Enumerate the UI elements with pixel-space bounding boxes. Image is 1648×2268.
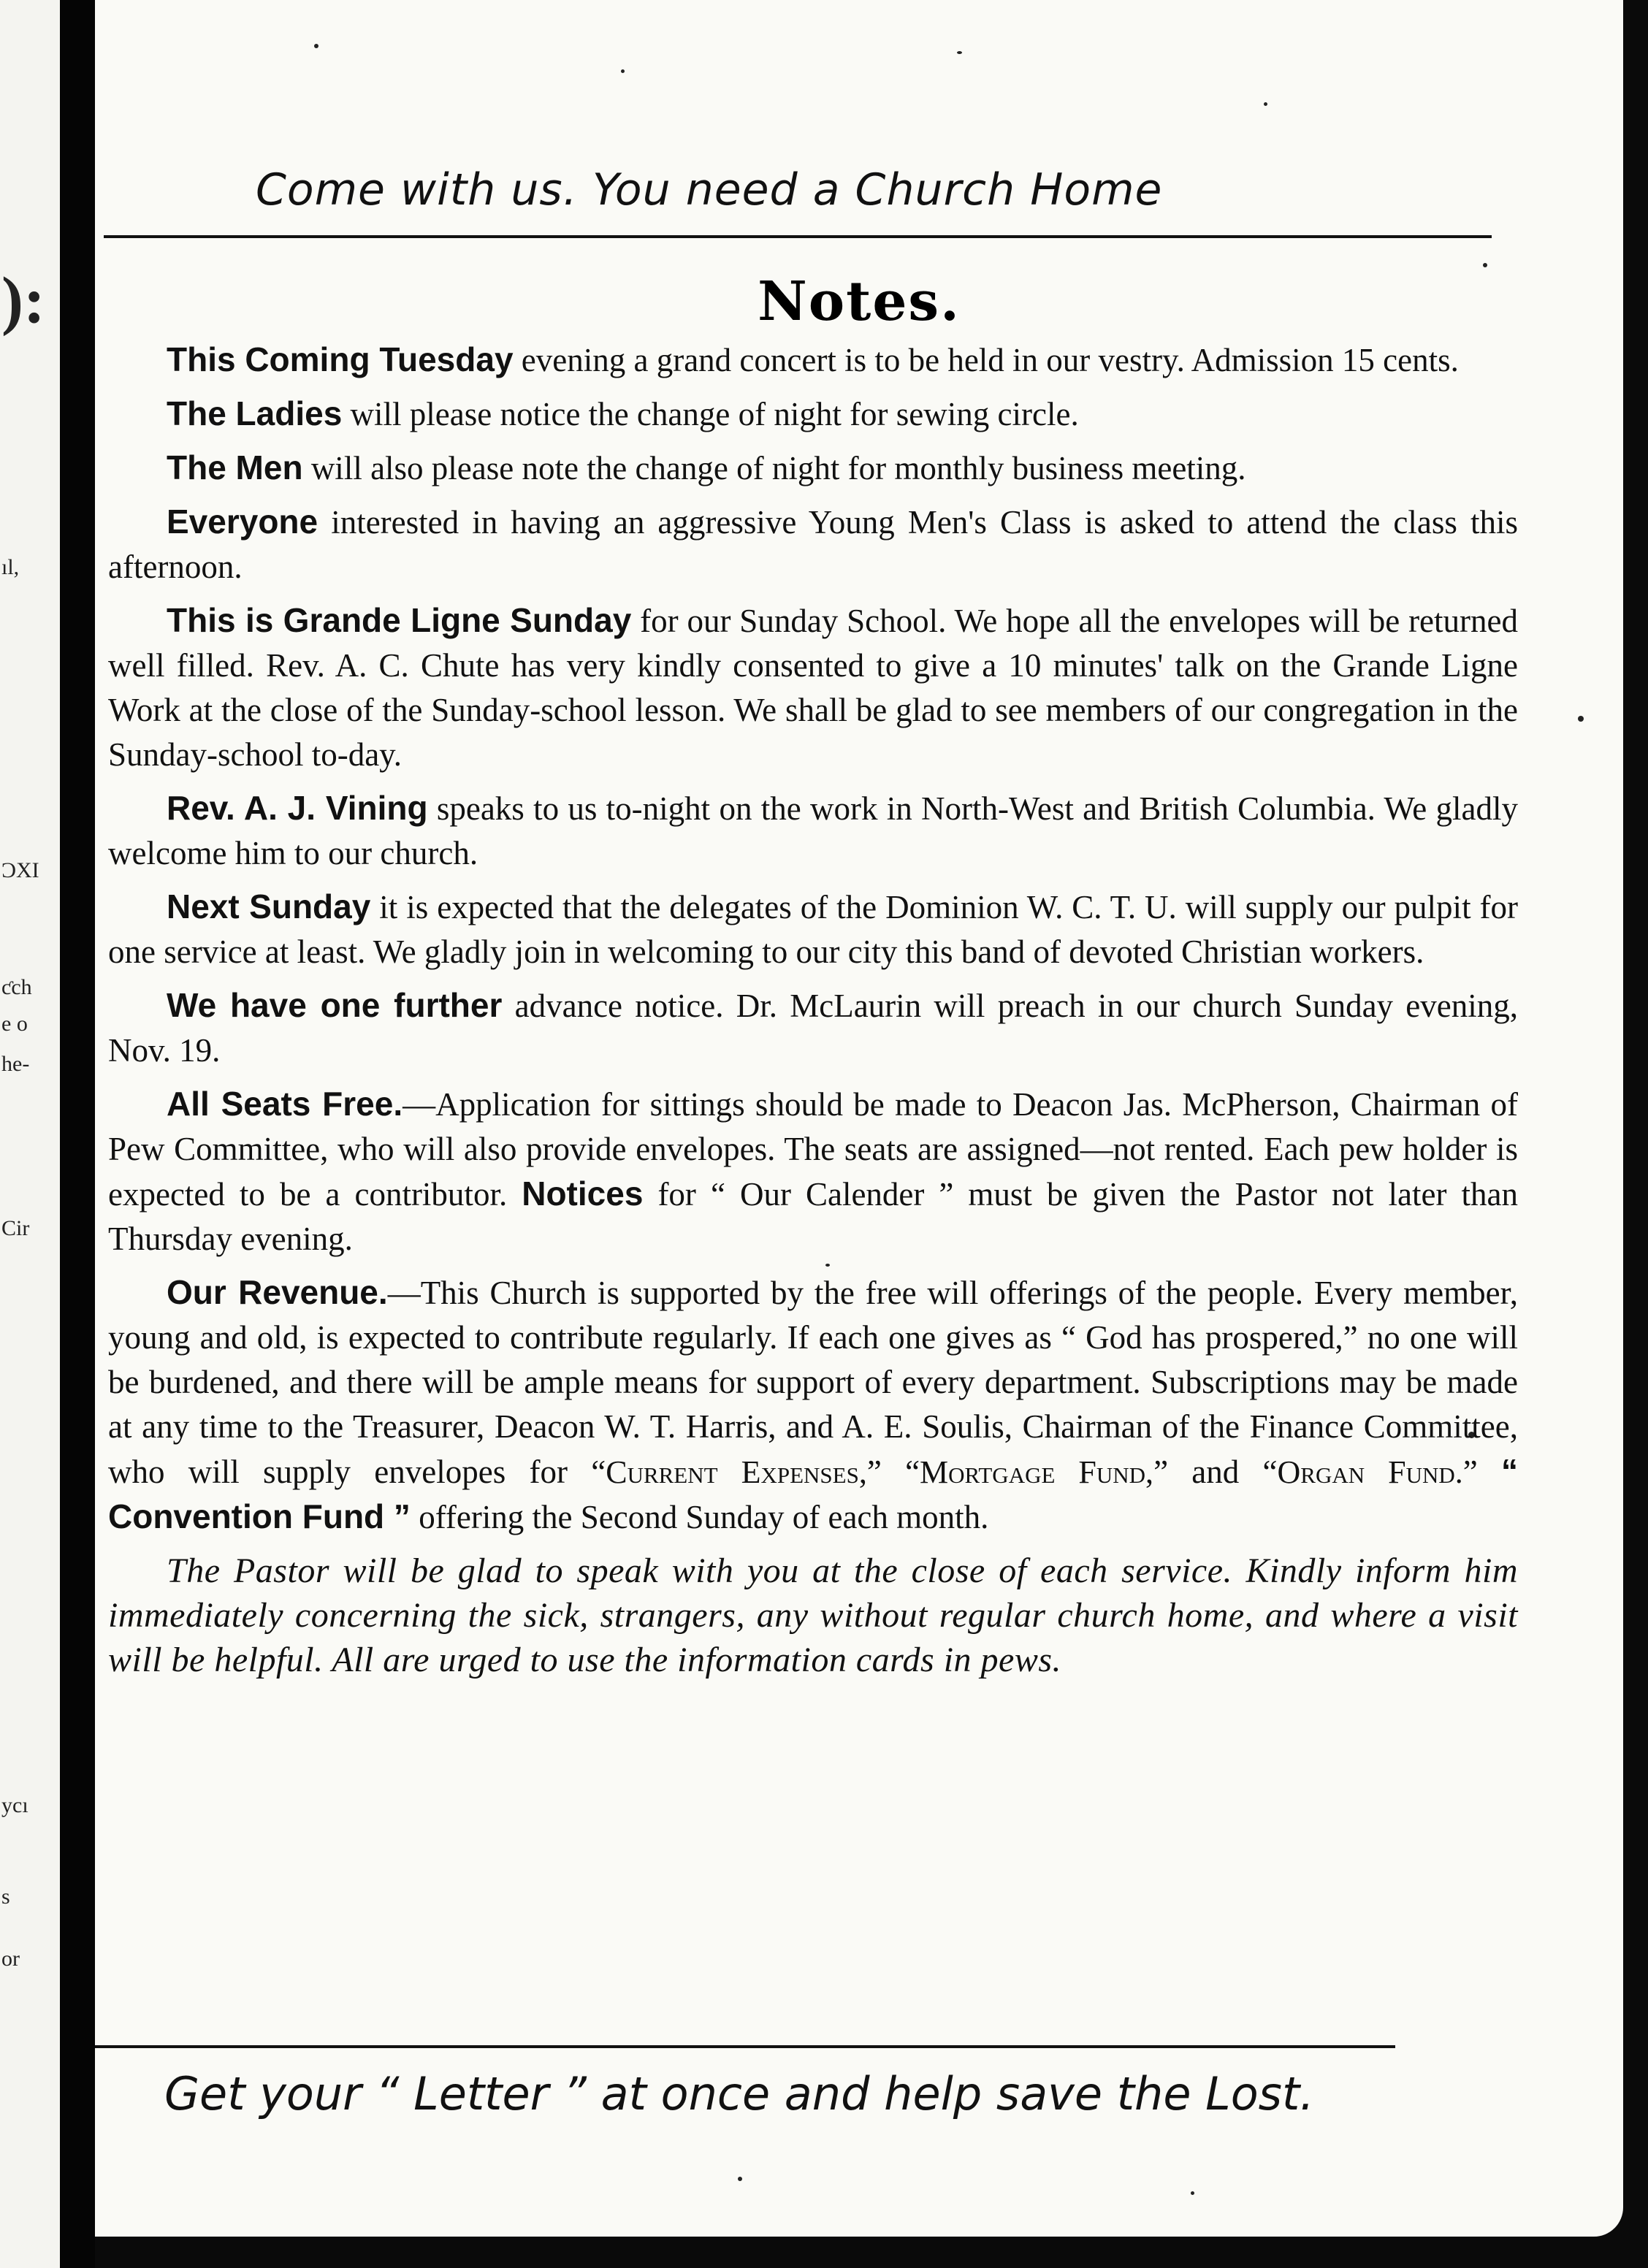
pastor-note: The Pastor will be glad to speak with you at the close of each service. Kindly inform him immediately concerning the sick, strangers, any without regular church home, and where a visit will be helpful. All are urged to use the information cards in pews.	[108, 1551, 1518, 1679]
left-fragment: s	[1, 1885, 10, 1909]
footer-rule	[95, 2045, 1395, 2048]
adjacent-page-strip	[0, 0, 60, 2268]
note-lead: All Seats Free.	[167, 1085, 403, 1123]
note-paragraph: We have one further advance notice. Dr. McLaurin will preach in our church Sunday evening, Nov. 19.	[108, 986, 1518, 1069]
scan-speck	[738, 2177, 742, 2181]
note-paragraph: Our Revenue.—This Church is supported by the free will offerings of the people. Every member, young and old, is expected to contribute regularly. If each one gives as “ God has prospered,” no one will be burdened, and there will be ample means for support of every department. Subscriptions may be made at any time to the Treasurer, Deacon W. T. Harris, and A. E. Soulis, Chairman of the Finance Committee, who will supply envelopes for “Current Expenses,” “Mortgage Fund,” and “Organ Fund.” “ Convention Fund ” offering the Second Sunday of each month.	[108, 1273, 1519, 1535]
footer-slogan: Get your “ Letter ” at once and help save the Lost.	[164, 2067, 1314, 2120]
header-slogan: Come with us. You need a Church Home	[256, 164, 1163, 215]
note-lead: The Men	[167, 448, 303, 486]
left-fragment: he-	[1, 1052, 30, 1076]
scan-speck	[621, 69, 625, 73]
scan-speck	[957, 51, 962, 54]
gutter-shadow	[60, 0, 95, 2268]
notes-body	[108, 337, 1518, 1691]
scan-speck	[1578, 716, 1584, 722]
scan-speck	[314, 44, 318, 48]
notes-title: Notes.	[758, 270, 961, 333]
note-paragraph: All Seats Free.—Application for sittings should be made to Deacon Jas. McPherson, Chairman of Pew Committee, who will also provide envelopes. The seats are assigned—not rented. Each pew holder is expected to be a contributor. Notices for “ Our Calender ” must be given the Pastor not later than Thursday evening.	[108, 1085, 1519, 1257]
left-fragment: ):	[1, 264, 45, 337]
scan-speck	[1264, 102, 1267, 106]
note-lead: Notices	[522, 1175, 644, 1213]
note-paragraph: Everyone interested in having an aggressive Young Men's Class is asked to attend the class this afternoon.	[108, 503, 1518, 585]
scan-speck	[1483, 263, 1487, 267]
left-fragment: or	[1, 1947, 20, 1971]
left-fragment: Cir	[1, 1216, 30, 1240]
note-lead: This is Grande Ligne Sunday	[167, 601, 632, 639]
left-fragment: ıl,	[1, 555, 20, 579]
left-fragment: ƈch	[1, 975, 32, 999]
left-fragment: e o	[1, 1012, 28, 1036]
note-lead: The Ladies	[167, 394, 343, 432]
note-lead: Our Revenue.	[167, 1273, 388, 1311]
note-paragraph: Next Sunday it is expected that the delegates of the Dominion W. C. T. U. will supply our pulpit for one service at least. We gladly join in welcoming to our city this band of devoted Christian workers.	[108, 887, 1518, 970]
scan-speck	[1191, 2191, 1194, 2195]
note-lead: Rev. A. J. Vining	[167, 789, 428, 827]
note-paragraph: This is Grande Ligne Sunday for our Sunday School. We hope all the envelopes will be returned well filled. Rev. A. C. Chute has very kindly consented to give a 10 minutes' talk on the Grande Ligne Work at the close of the Sunday-school lesson. We shall be glad to see members of our congregation in the Sunday-school to-day.	[108, 601, 1518, 773]
note-paragraph: This Coming Tuesday evening a grand concert is to be held in our vestry. Admission 15 cents.	[167, 340, 1459, 378]
note-lead: Next Sunday	[167, 887, 371, 925]
note-lead: This Coming Tuesday	[167, 340, 514, 378]
note-paragraph: Rev. A. J. Vining speaks to us to-night on the work in North-West and British Columbia. We gladly welcome him to our church.	[108, 789, 1518, 871]
header-rule	[104, 235, 1492, 238]
note-paragraph: The Ladies will please notice the change of night for sewing circle.	[167, 394, 1079, 432]
note-lead: “ Convention Fund ”	[108, 1452, 1519, 1535]
left-fragment: ƆXI	[1, 858, 39, 882]
bulletin-page	[95, 0, 1623, 2237]
note-lead: We have one further	[167, 986, 503, 1024]
note-paragraph: The Men will also please note the change of night for monthly business meeting.	[167, 448, 1246, 486]
note-lead: Everyone	[167, 503, 318, 541]
left-fragment: ycı	[1, 1793, 28, 1817]
